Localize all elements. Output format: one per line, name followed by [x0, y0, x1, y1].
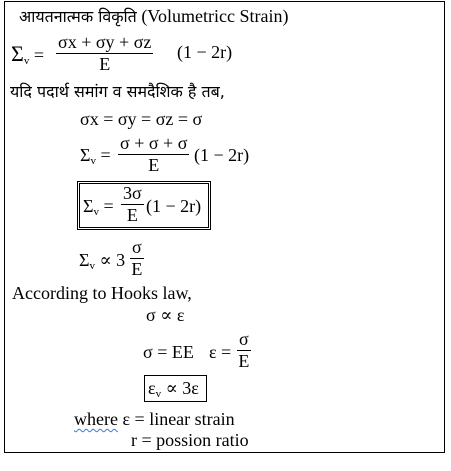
eq3-rhs: (1 − 2r)	[194, 145, 250, 165]
eq8: $\varepsilon_v \propto 3\varepsilon$	[148, 378, 199, 400]
eq3-numerator: σ + σ + σ	[120, 133, 188, 153]
eq4-denominator: E	[126, 204, 138, 225]
eq4-fraction	[121, 184, 144, 225]
r-definition: r = possion ratio	[131, 430, 249, 450]
eq5-lhs: $\Sigma_v \propto 3$	[79, 250, 126, 272]
eq3-denominator: E	[148, 154, 160, 175]
eq2: σx = σy = σz = σ	[80, 109, 203, 129]
where-word: where	[74, 409, 118, 429]
eq1-lhs: $\Sigma_v$ =	[11, 41, 44, 67]
heading-english: (Volumetricc Strain)	[141, 6, 289, 26]
eq1-numerator: σx + σy + σz	[58, 32, 152, 52]
heading-hindi: आयतनात्मक विकृति	[19, 7, 137, 26]
eq4-rhs: (1 − 2r)	[146, 196, 202, 216]
heading	[19, 7, 288, 25]
eq4-lhs: $\Sigma_v$ =	[83, 196, 114, 218]
eq7-denominator: E	[238, 350, 250, 371]
eq5-denominator: E	[131, 258, 143, 279]
eq7-fraction	[237, 330, 251, 371]
eq5-numerator: σ	[132, 237, 142, 257]
eq4-numerator: 3σ	[123, 183, 142, 203]
eq3-lhs: $\Sigma_v$ =	[80, 145, 111, 167]
eq7-eps: ε =	[209, 342, 232, 362]
eq1-rhs: (1 − 2r)	[177, 42, 233, 62]
eq7-left: σ = EE	[143, 342, 194, 362]
eq5-fraction	[130, 238, 144, 279]
hooks-law-line: According to Hooks law,	[12, 283, 192, 303]
eq7-numerator: σ	[239, 329, 249, 349]
eq6: σ ∝ ε	[146, 305, 185, 325]
eq1-denominator: E	[99, 53, 111, 74]
eq1-fraction	[56, 33, 153, 74]
where-definition: ε = linear strain	[122, 409, 235, 429]
where-line	[74, 410, 235, 428]
condition-hindi: यदि पदार्थ समांग व समदैशिक है तब,	[10, 82, 225, 101]
eq3-fraction	[118, 134, 189, 175]
